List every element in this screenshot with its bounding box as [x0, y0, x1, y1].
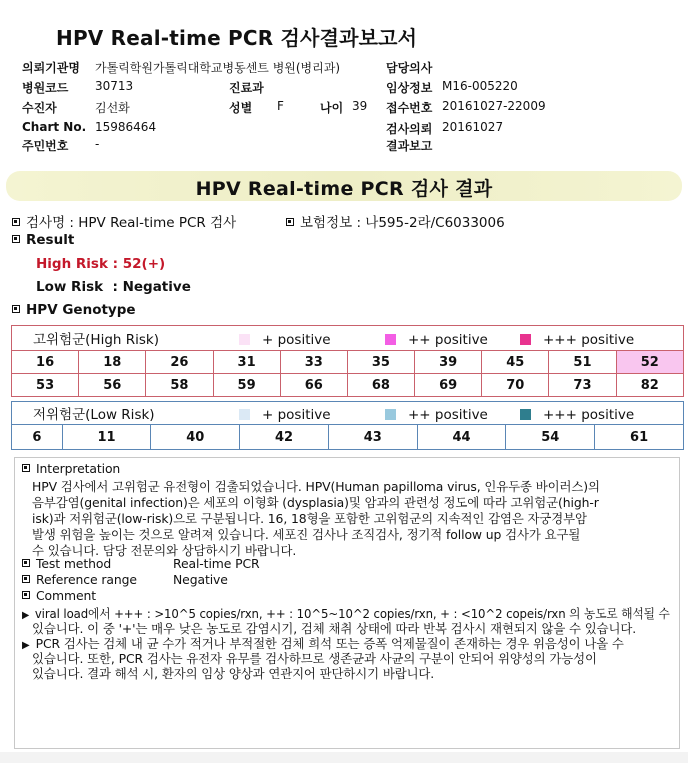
sex-label: 성별 [229, 101, 253, 115]
low-risk-label: 저위험군(Low Risk) [33, 407, 155, 423]
genotype-cell: 73 [549, 374, 616, 397]
request-value: 20161027 [442, 120, 504, 134]
result-heading [12, 232, 74, 248]
genotype-cell: 11 [62, 425, 151, 450]
genotype-cell: 82 [616, 374, 683, 397]
comment-text: viral load에서 +++ : >10^5 copies/rxn, ++ : 10^5~10^2 copies/rxn, + : <10^2 copeis/rxn 의 농도로 해석될 수 [34, 606, 670, 621]
test-method-label: Test method [36, 556, 112, 571]
department-label: 진료과 [229, 81, 264, 95]
receipt-no-label: 접수번호 [386, 101, 433, 115]
legend-plus-plus-plus: +++ positive [543, 332, 635, 348]
low-risk-table [11, 401, 684, 450]
genotype-heading-text: HPV Genotype [26, 302, 136, 318]
genotype-cell: 43 [328, 425, 417, 450]
high-risk-result: High Risk : 52(+) [36, 256, 166, 272]
comment-note-line: 있습니다. 결과 해석 시, 환자의 임상 양상과 연관지어 판단하시기 바랍니다. [32, 666, 435, 681]
test-method-row [22, 556, 260, 571]
clinical-info-value: M16-005220 [442, 79, 518, 93]
legend-swatch-magenta [385, 334, 396, 345]
test-name-line [12, 211, 236, 231]
legend-swatch-teal [520, 409, 531, 420]
comment-heading [22, 588, 96, 603]
high-risk-label: 고위험군(High Risk) [33, 332, 159, 348]
low-risk-row-1 [12, 425, 684, 450]
bullet-square-icon [286, 218, 294, 226]
test-method-value: Real-time PCR [173, 556, 260, 571]
genotype-cell: 51 [549, 351, 616, 374]
comment-note-line: 있습니다. 또한, PCR 검사는 유전자 유무를 검사하므로 생존균과 사균의 구분이 안되어 위양성의 가능성이 [32, 651, 597, 666]
genotype-cell: 31 [213, 351, 280, 374]
genotype-cell: 59 [213, 374, 280, 397]
recipient-value: 김선화 [95, 101, 130, 115]
legend-plus-plus-plus-low: +++ positive [543, 407, 635, 423]
bullet-square-icon [12, 305, 20, 313]
reference-range-value: Negative [173, 572, 228, 587]
legend-plus-plus-low: ++ positive [408, 407, 488, 423]
genotype-cell: 45 [482, 351, 549, 374]
genotype-cell: 56 [79, 374, 146, 397]
genotype-cell: 26 [146, 351, 213, 374]
doctor-label: 담당의사 [386, 61, 433, 75]
recipient-label: 수진자 [22, 101, 57, 115]
interpretation-line: 수 있습니다. 담당 전문의와 상담하시기 바랍니다. [32, 543, 297, 558]
legend-swatch-deep-pink [520, 334, 531, 345]
legend-swatch-pale-blue [239, 409, 250, 420]
comment-note-line: 있습니다. 이 중 '+'는 매우 낮은 농도로 감염시기, 검체 채취 상태에 따라 반복 검사시 재현되지 않을 수 있습니다. [32, 621, 637, 636]
reference-range-label: Reference range [36, 572, 137, 587]
hospital-code-value: 30713 [95, 79, 134, 93]
genotype-cell: 54 [506, 425, 595, 450]
clinical-info-label: 임상정보 [386, 81, 433, 95]
interpretation-heading-text: Interpretation [36, 461, 121, 476]
result-report-label: 결과보고 [386, 139, 433, 153]
genotype-cell: 16 [12, 351, 79, 374]
bullet-square-icon [12, 218, 20, 226]
low-risk-header-row [12, 402, 684, 425]
low-risk-result: Low Risk : Negative [36, 279, 191, 295]
insurance-line [286, 211, 505, 231]
bullet-square-icon [22, 464, 30, 472]
genotype-heading [12, 302, 136, 318]
genotype-cell: 44 [417, 425, 506, 450]
bullet-square-icon [22, 575, 30, 583]
bottom-strip [0, 752, 688, 763]
age-label: 나이 [320, 101, 344, 115]
interpretation-heading [22, 461, 120, 476]
genotype-cell: 70 [482, 374, 549, 397]
request-label: 검사의뢰 [386, 122, 433, 136]
genotype-cell: 53 [12, 374, 79, 397]
high-risk-table [11, 325, 684, 397]
high-risk-header-row [12, 326, 684, 351]
high-risk-row-1 [12, 351, 684, 374]
comment-text: PCR 검사는 검체 내 균 수가 적거나 부적절한 검체 희석 또는 증폭 억제물질이 존재하는 경우 위음성이 나올 수 [35, 636, 624, 651]
genotype-cell: 39 [415, 351, 482, 374]
interpretation-line: HPV 검사에서 고위험군 유전형이 검출되었습니다. HPV(Human papilloma virus, 인유두종 바이러스)의 [32, 479, 600, 494]
age-value: 39 [352, 99, 368, 113]
reference-range-row [22, 572, 228, 587]
high-risk-row-2 [12, 374, 684, 397]
genotype-cell: 68 [347, 374, 414, 397]
section-title: HPV Real-time PCR 검사 결과 [195, 178, 493, 200]
insurance-info: 보험정보 : 나595-2라/C6033006 [300, 215, 505, 231]
resident-no-value: - [95, 137, 100, 151]
bullet-square-icon [22, 591, 30, 599]
comment-heading-text: Comment [36, 588, 97, 603]
genotype-cell: 58 [146, 374, 213, 397]
genotype-cell: 42 [240, 425, 329, 450]
genotype-cell: 35 [347, 351, 414, 374]
interpretation-line: isk)과 저위험군(low-risk)으로 구분됩니다. 16, 18형을 포함한 고위험군의 지속적인 감염은 자궁경부암 [32, 511, 587, 526]
genotype-cell: 61 [595, 425, 684, 450]
legend-plus-low: + positive [262, 407, 331, 423]
hospital-code-label: 병원코드 [22, 81, 69, 95]
genotype-cell: 6 [12, 425, 63, 450]
legend-swatch-light-pink [239, 334, 250, 345]
genotype-cell: 40 [151, 425, 240, 450]
legend-swatch-light-blue [385, 409, 396, 420]
interpretation-line: 음부감염(genital infection)은 세포의 이형화 (dysplasia)및 암과의 관련성 정도에 따라 고위험군(high-r [32, 495, 599, 510]
triangle-bullet-icon: ▶ [22, 640, 30, 651]
institution-label: 의뢰기관명 [22, 61, 80, 75]
sex-value: F [277, 99, 284, 113]
genotype-cell-positive: 52 [616, 351, 683, 374]
chart-no-value: 15986464 [95, 120, 157, 134]
test-name: 검사명 : HPV Real-time PCR 검사 [26, 215, 237, 231]
resident-no-label: 주민번호 [22, 139, 69, 153]
institution-value: 가톨릭학원가톨릭대학교병동센트 병원(병리과) [95, 61, 341, 75]
receipt-no-value: 20161027-22009 [442, 99, 546, 113]
result-heading-text: Result [26, 232, 75, 248]
chart-no-label: Chart No. [22, 120, 87, 134]
genotype-cell: 69 [415, 374, 482, 397]
genotype-cell: 66 [280, 374, 347, 397]
report-title: HPV Real-time PCR 검사결과보고서 [56, 26, 418, 50]
bullet-square-icon [12, 235, 20, 243]
interpretation-line: 발생 위험을 높이는 것으로 알려져 있습니다. 세포진 검사나 조직검사, 정기적 follow up 검사가 요구될 [32, 527, 581, 542]
bullet-square-icon [22, 559, 30, 567]
legend-plus: + positive [262, 332, 331, 348]
triangle-bullet-icon: ▶ [22, 610, 30, 621]
genotype-cell: 33 [280, 351, 347, 374]
legend-plus-plus: ++ positive [408, 332, 488, 348]
genotype-cell: 18 [79, 351, 146, 374]
